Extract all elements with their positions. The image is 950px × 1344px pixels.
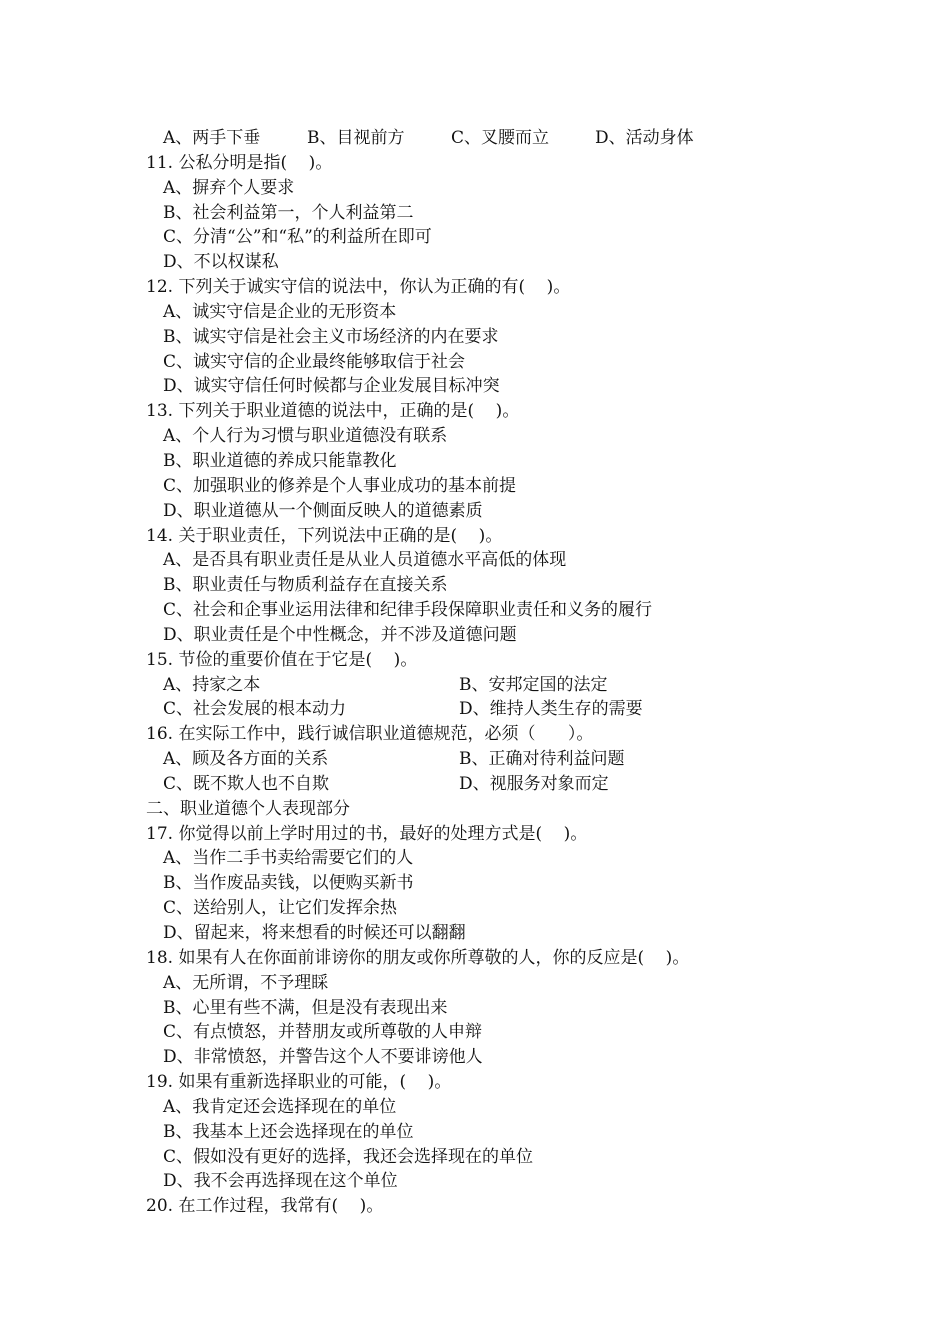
question-line: 15. 节俭的重要价值在于它是( )。 xyxy=(146,649,418,670)
option-row xyxy=(146,772,846,797)
question-line: 13. 下列关于职业道德的说法中，正确的是( )。 xyxy=(146,401,520,422)
option-line: A、摒弃个人要求 xyxy=(163,177,295,198)
option-line: D、职业责任是个中性概念，并不涉及道德问题 xyxy=(163,624,517,645)
option-b: D、视服务对象而定 xyxy=(459,773,609,794)
option-a: A、顾及各方面的关系 xyxy=(163,749,329,770)
option-line: A、我肯定还会选择现在的单位 xyxy=(163,1096,397,1117)
option-line: C、假如没有更好的选择，我还会选择现在的单位 xyxy=(163,1146,534,1167)
question-list xyxy=(146,126,846,1219)
option-row xyxy=(146,673,846,698)
option-line: B、当作废品卖钱，以便购买新书 xyxy=(163,873,414,894)
option-line: D、非常愤怒，并警告这个人不要诽谤他人 xyxy=(163,1047,483,1068)
option-b: B、正确对待利益问题 xyxy=(459,749,625,770)
option-line: B、社会利益第一，个人利益第二 xyxy=(163,202,414,223)
option-a: A、两手下垂 xyxy=(163,128,261,148)
option-line: C、送给别人，让它们发挥余热 xyxy=(163,898,398,919)
question-line: 19. 如果有重新选择职业的可能，( )。 xyxy=(146,1072,452,1093)
option-line: A、诚实守信是企业的无形资本 xyxy=(163,301,397,322)
question-line: 16. 在实际工作中，践行诚信职业道德规范，必须（ ）。 xyxy=(146,724,594,745)
option-line: D、我不会再选择现在这个单位 xyxy=(163,1171,398,1192)
option-row xyxy=(146,697,846,722)
option-a: A、持家之本 xyxy=(163,674,261,695)
question-line: 12. 下列关于诚实守信的说法中，你认为正确的有( )。 xyxy=(146,277,571,298)
option-line: B、心里有些不满，但是没有表现出来 xyxy=(163,997,448,1018)
option-line: C、分清“公”和“私”的利益所在即可 xyxy=(163,227,432,248)
option-a: C、既不欺人也不自欺 xyxy=(163,773,330,794)
question-line: 17. 你觉得以前上学时用过的书，最好的处理方式是( )。 xyxy=(146,823,588,844)
question-line: 二、职业道德个人表现部分 xyxy=(146,798,350,819)
option-c: C、叉腰而立 xyxy=(451,128,550,148)
question-line: 20. 在工作过程，我常有( )。 xyxy=(146,1196,384,1217)
option-line: D、留起来，将来想看的时候还可以翻翻 xyxy=(163,923,466,943)
question-line: 14. 关于职业责任，下列说法中正确的是( )。 xyxy=(146,525,503,546)
option-b: B、安邦定国的法定 xyxy=(459,674,608,695)
option-line: B、职业道德的养成只能靠教化 xyxy=(163,450,397,471)
option-d: D、活动身体 xyxy=(595,128,694,148)
option-line: A、是否具有职业责任是从业人员道德水平高低的体现 xyxy=(163,550,567,571)
option-b: B、目视前方 xyxy=(307,128,405,148)
option-line: A、个人行为习惯与职业道德没有联系 xyxy=(163,426,448,447)
option-row xyxy=(146,747,846,772)
option-line: B、职业责任与物质利益存在直接关系 xyxy=(163,575,448,596)
option-line: C、有点愤怒，并替朋友或所尊敬的人申辩 xyxy=(163,1022,483,1043)
option-line: A、无所谓，不予理睬 xyxy=(163,972,329,993)
option-a: C、社会发展的根本动力 xyxy=(163,699,347,720)
option-line: C、社会和企事业运用法律和纪律手段保障职业责任和义务的履行 xyxy=(163,600,653,621)
option-line: B、我基本上还会选择现在的单位 xyxy=(163,1121,414,1142)
option-line: D、不以权谋私 xyxy=(163,252,279,273)
question-line: 18. 如果有人在你面前诽谤你的朋友或你所尊敬的人，你的反应是( )。 xyxy=(146,947,690,968)
option-line: C、诚实守信的企业最终能够取信于社会 xyxy=(163,351,466,372)
option-row xyxy=(146,126,846,151)
question-line: 11. 公私分明是指( )。 xyxy=(146,152,333,173)
option-b: D、维持人类生存的需要 xyxy=(459,699,643,720)
option-line: A、当作二手书卖给需要它们的人 xyxy=(163,848,414,869)
option-line: D、职业道德从一个侧面反映人的道德素质 xyxy=(163,500,483,521)
option-line: C、加强职业的修养是个人事业成功的基本前提 xyxy=(163,475,517,496)
option-line: D、诚实守信任何时候都与企业发展目标冲突 xyxy=(163,376,500,397)
option-line: B、诚实守信是社会主义市场经济的内在要求 xyxy=(163,326,499,347)
